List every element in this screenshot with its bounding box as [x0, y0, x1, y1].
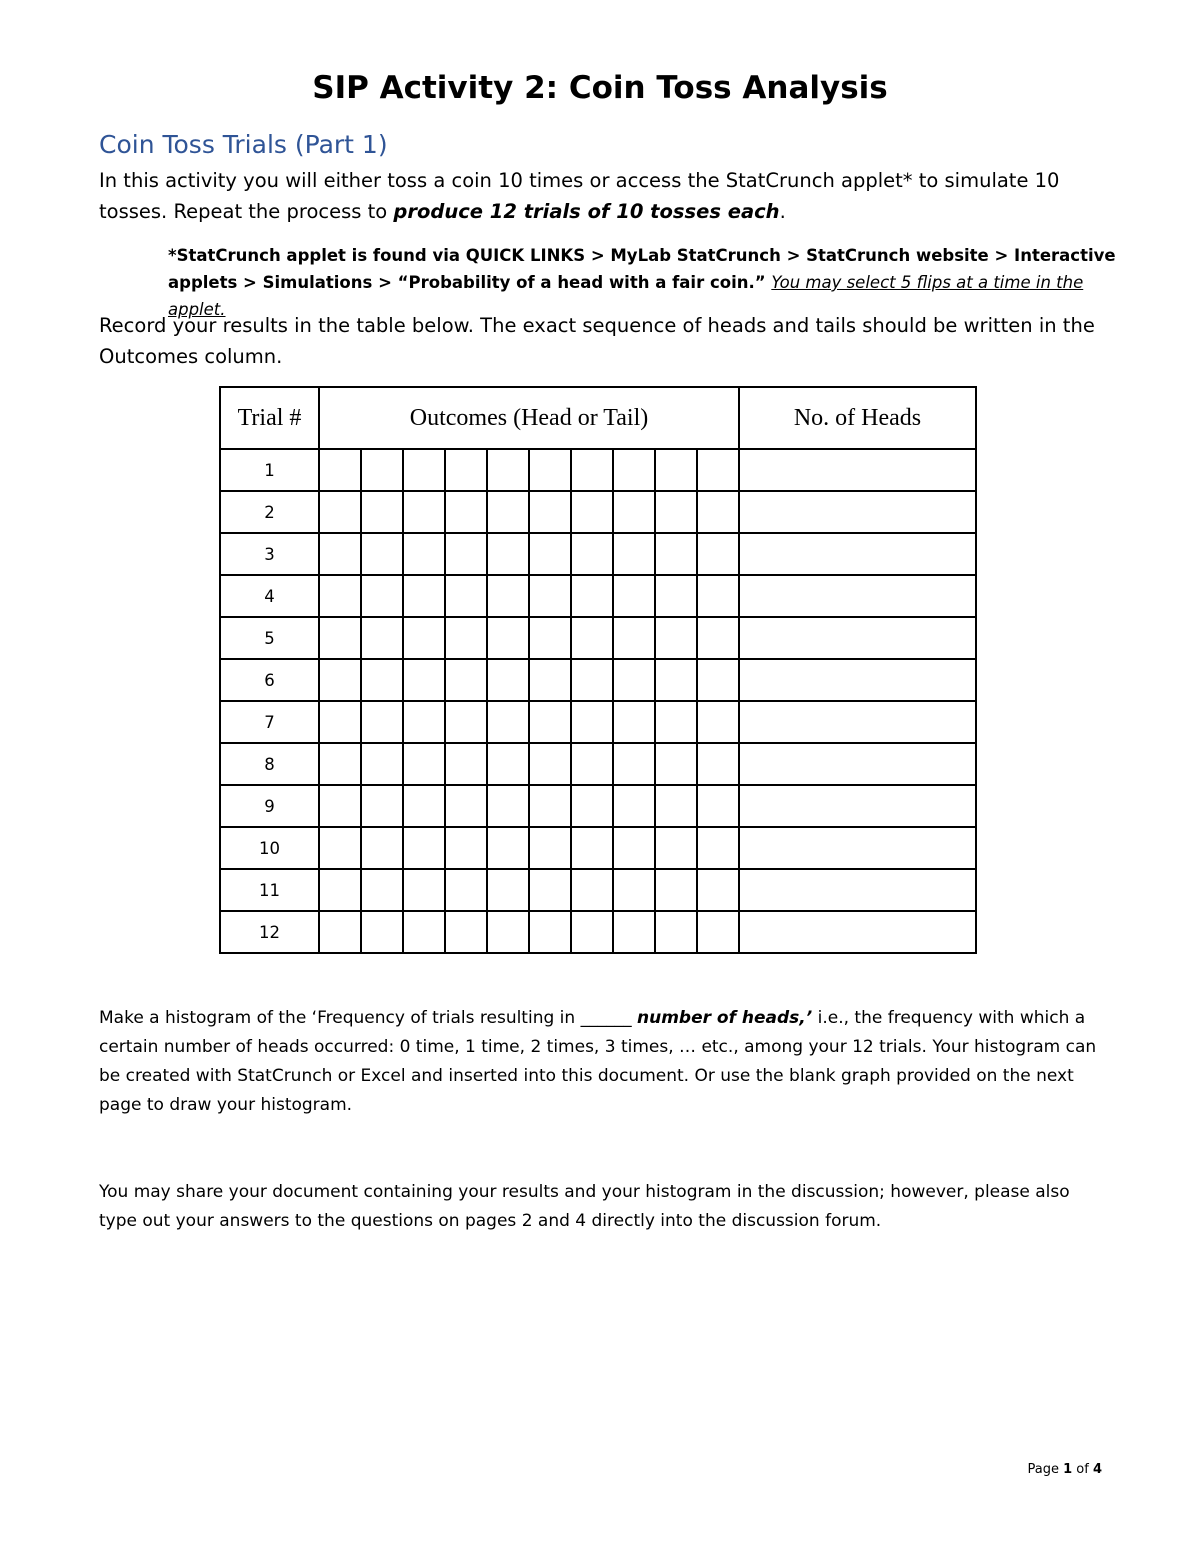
heads-count-cell[interactable] — [739, 785, 976, 827]
heads-count-cell[interactable] — [739, 659, 976, 701]
outcome-cell[interactable] — [361, 869, 403, 911]
outcome-cell[interactable] — [487, 575, 529, 617]
footer-prefix: Page — [1027, 1462, 1064, 1477]
applet-note-text: *StatCrunch applet is found via QUICK LINKS > MyLab StatCrunch > StatCrunch website > Interactive applets > Simulations > “Probability of a head with a fair coin.” — [168, 246, 1116, 292]
outcome-cell[interactable] — [361, 743, 403, 785]
outcome-cell[interactable] — [697, 701, 739, 743]
page-title: SIP Activity 2: Coin Toss Analysis — [312, 70, 888, 106]
outcome-cell[interactable] — [361, 491, 403, 533]
outcome-cell[interactable] — [571, 827, 613, 869]
record-instructions: Record your results in the table below. The exact sequence of heads and tails should be written in the Outcomes column. — [99, 314, 1095, 368]
table-row — [220, 827, 976, 869]
outcome-cell[interactable] — [571, 449, 613, 491]
outcome-cell[interactable] — [529, 449, 571, 491]
outcome-cell[interactable] — [487, 701, 529, 743]
trial-number-cell: 9 — [220, 785, 319, 827]
outcome-cell[interactable] — [697, 449, 739, 491]
outcome-cell[interactable] — [529, 659, 571, 701]
outcome-cell[interactable] — [319, 743, 361, 785]
outcome-cell[interactable] — [613, 659, 655, 701]
outcome-cell[interactable] — [571, 869, 613, 911]
outcome-cell[interactable] — [529, 743, 571, 785]
outcome-cell[interactable] — [403, 701, 445, 743]
outcome-cell[interactable] — [529, 827, 571, 869]
outcome-cell[interactable] — [403, 575, 445, 617]
outcome-cell[interactable] — [613, 869, 655, 911]
outcome-cell[interactable] — [403, 659, 445, 701]
outcome-cell[interactable] — [319, 617, 361, 659]
intro-emphasis: produce 12 trials of 10 tosses each — [393, 200, 780, 223]
outcome-cell[interactable] — [571, 617, 613, 659]
heads-count-cell[interactable] — [739, 911, 976, 953]
header-outcomes: Outcomes (Head or Tail) — [319, 387, 739, 449]
outcome-cell[interactable] — [529, 701, 571, 743]
outcome-cell[interactable] — [445, 575, 487, 617]
outcome-cell[interactable] — [655, 491, 697, 533]
header-heads: No. of Heads — [739, 387, 976, 449]
table-row — [220, 575, 976, 617]
heads-count-cell[interactable] — [739, 575, 976, 617]
outcome-cell[interactable] — [319, 449, 361, 491]
outcome-cell[interactable] — [319, 659, 361, 701]
outcome-cell[interactable] — [571, 533, 613, 575]
outcome-cell[interactable] — [403, 449, 445, 491]
intro-text-1: In this activity you will either toss a coin 10 times or access the StatCrunch applet* to simulate 10 tosses. Repeat the process to — [99, 169, 1060, 223]
outcome-cell[interactable] — [445, 869, 487, 911]
heads-count-cell[interactable] — [739, 491, 976, 533]
header-trial: Trial # — [220, 387, 319, 449]
heads-count-cell[interactable] — [739, 617, 976, 659]
outcome-cell[interactable] — [445, 659, 487, 701]
outcome-cell[interactable] — [655, 575, 697, 617]
outcome-cell[interactable] — [571, 743, 613, 785]
outcome-cell[interactable] — [403, 827, 445, 869]
outcome-cell[interactable] — [529, 575, 571, 617]
heads-count-cell[interactable] — [739, 869, 976, 911]
outcome-cell[interactable] — [445, 911, 487, 953]
table-row — [220, 911, 976, 953]
outcome-cell[interactable] — [697, 617, 739, 659]
histogram-text-1: Make a histogram of the ‘Frequency of trials resulting in ______ — [99, 1008, 637, 1028]
outcome-cell[interactable] — [319, 869, 361, 911]
outcome-cell[interactable] — [529, 617, 571, 659]
outcome-cell[interactable] — [445, 827, 487, 869]
outcome-cell[interactable] — [697, 911, 739, 953]
outcome-cell[interactable] — [613, 911, 655, 953]
trial-number-cell: 1 — [220, 449, 319, 491]
share-instructions: You may share your document containing your results and your histogram in the discussion; however, please also type out your answers to the questions on pages 2 and 4 directly into the discussion forum. — [99, 1182, 1070, 1231]
outcome-cell[interactable] — [655, 533, 697, 575]
outcome-cell[interactable] — [655, 911, 697, 953]
outcome-cell[interactable] — [697, 827, 739, 869]
outcome-cell[interactable] — [319, 575, 361, 617]
outcome-cell[interactable] — [403, 617, 445, 659]
outcome-cell[interactable] — [613, 743, 655, 785]
outcome-cell[interactable] — [487, 617, 529, 659]
table-row — [220, 491, 976, 533]
outcome-cell[interactable] — [655, 827, 697, 869]
table-row — [220, 659, 976, 701]
outcome-cell[interactable] — [613, 785, 655, 827]
page-footer — [1028, 1462, 1103, 1477]
table-row — [220, 701, 976, 743]
outcome-cell[interactable] — [571, 659, 613, 701]
outcome-cell[interactable] — [697, 785, 739, 827]
outcome-cell[interactable] — [361, 659, 403, 701]
outcome-cell[interactable] — [445, 491, 487, 533]
outcome-cell[interactable] — [697, 743, 739, 785]
outcome-cell[interactable] — [487, 869, 529, 911]
outcome-cell[interactable] — [571, 911, 613, 953]
table-row — [220, 869, 976, 911]
outcome-cell[interactable] — [319, 533, 361, 575]
outcome-cell[interactable] — [403, 491, 445, 533]
outcome-cell[interactable] — [319, 911, 361, 953]
trial-number-cell: 6 — [220, 659, 319, 701]
section-heading: Coin Toss Trials (Part 1) — [99, 130, 388, 159]
outcome-cell[interactable] — [655, 617, 697, 659]
outcome-cell[interactable] — [697, 659, 739, 701]
outcome-cell[interactable] — [403, 743, 445, 785]
trial-number-cell: 3 — [220, 533, 319, 575]
outcome-cell[interactable] — [529, 869, 571, 911]
outcome-cell[interactable] — [529, 491, 571, 533]
table-row — [220, 785, 976, 827]
outcome-cell[interactable] — [487, 449, 529, 491]
outcome-cell[interactable] — [487, 491, 529, 533]
outcome-cell[interactable] — [403, 869, 445, 911]
table-header-row — [220, 387, 976, 449]
outcome-cell[interactable] — [319, 785, 361, 827]
outcome-cell[interactable] — [571, 701, 613, 743]
heads-count-cell[interactable] — [739, 533, 976, 575]
trial-number-cell: 7 — [220, 701, 319, 743]
outcome-cell[interactable] — [487, 827, 529, 869]
outcome-cell[interactable] — [613, 533, 655, 575]
footer-total-pages: 4 — [1092, 1462, 1102, 1477]
applet-note-link: You may select 5 flips at a time in the applet. — [168, 273, 1084, 319]
footer-current-page: 1 — [1063, 1462, 1073, 1477]
outcome-cell[interactable] — [487, 785, 529, 827]
outcome-cell[interactable] — [361, 911, 403, 953]
histogram-instructions — [99, 1004, 1109, 1120]
intro-text-2: . — [779, 200, 786, 223]
table-row — [220, 743, 976, 785]
outcome-cell[interactable] — [361, 533, 403, 575]
outcome-cell[interactable] — [319, 827, 361, 869]
outcome-cell[interactable] — [571, 491, 613, 533]
histogram-text-2: i.e., the frequency with which a certain number of heads occurred: 0 time, 1 time, 2 times, 3 times, … etc., among your 12 trials. Your histogram can be created with StatCrunch or Excel and inserted into this document. Or use the blank graph provided on the next page to draw your histogram. — [99, 1008, 1097, 1115]
intro-paragraph — [99, 165, 1119, 227]
outcome-cell[interactable] — [487, 911, 529, 953]
heads-count-cell[interactable] — [739, 827, 976, 869]
outcome-cell[interactable] — [571, 785, 613, 827]
table-row — [220, 533, 976, 575]
trial-number-cell: 12 — [220, 911, 319, 953]
outcome-cell[interactable] — [361, 449, 403, 491]
outcome-cell[interactable] — [655, 785, 697, 827]
outcome-cell[interactable] — [697, 575, 739, 617]
outcome-cell[interactable] — [403, 785, 445, 827]
heads-count-cell[interactable] — [739, 701, 976, 743]
outcome-cell[interactable] — [613, 491, 655, 533]
outcome-cell[interactable] — [445, 449, 487, 491]
outcome-cell[interactable] — [613, 575, 655, 617]
trial-number-cell: 10 — [220, 827, 319, 869]
trial-number-cell: 8 — [220, 743, 319, 785]
outcome-cell[interactable] — [361, 701, 403, 743]
outcome-cell[interactable] — [361, 617, 403, 659]
outcome-cell[interactable] — [613, 827, 655, 869]
trial-number-cell: 11 — [220, 869, 319, 911]
outcome-cell[interactable] — [487, 743, 529, 785]
outcome-cell[interactable] — [613, 617, 655, 659]
outcome-cell[interactable] — [655, 701, 697, 743]
trial-number-cell: 5 — [220, 617, 319, 659]
outcome-cell[interactable] — [403, 911, 445, 953]
outcome-cell[interactable] — [571, 575, 613, 617]
outcome-cell[interactable] — [319, 701, 361, 743]
outcome-cell[interactable] — [361, 575, 403, 617]
outcome-cell[interactable] — [403, 533, 445, 575]
histogram-emphasis: number of heads,’ — [636, 1008, 813, 1028]
outcome-cell[interactable] — [697, 533, 739, 575]
outcome-cell[interactable] — [655, 659, 697, 701]
trial-number-cell: 4 — [220, 575, 319, 617]
outcome-cell[interactable] — [361, 785, 403, 827]
outcome-cell[interactable] — [361, 827, 403, 869]
outcome-cell[interactable] — [445, 743, 487, 785]
outcome-cell[interactable] — [319, 491, 361, 533]
outcome-cell[interactable] — [655, 869, 697, 911]
outcome-cell[interactable] — [697, 491, 739, 533]
heads-count-cell[interactable] — [739, 743, 976, 785]
outcome-cell[interactable] — [445, 785, 487, 827]
table-row — [220, 449, 976, 491]
table-row — [220, 617, 976, 659]
outcome-cell[interactable] — [697, 869, 739, 911]
outcome-cell[interactable] — [613, 701, 655, 743]
footer-sep: of — [1072, 1462, 1093, 1477]
outcome-cell[interactable] — [529, 533, 571, 575]
outcome-cell[interactable] — [655, 449, 697, 491]
trial-number-cell: 2 — [220, 491, 319, 533]
outcome-cell[interactable] — [529, 785, 571, 827]
outcome-cell[interactable] — [445, 617, 487, 659]
outcome-cell[interactable] — [445, 533, 487, 575]
outcome-cell[interactable] — [655, 743, 697, 785]
trials-table — [219, 386, 977, 954]
outcome-cell[interactable] — [445, 701, 487, 743]
outcome-cell[interactable] — [529, 911, 571, 953]
outcome-cell[interactable] — [487, 659, 529, 701]
outcome-cell[interactable] — [613, 449, 655, 491]
heads-count-cell[interactable] — [739, 449, 976, 491]
outcome-cell[interactable] — [487, 533, 529, 575]
